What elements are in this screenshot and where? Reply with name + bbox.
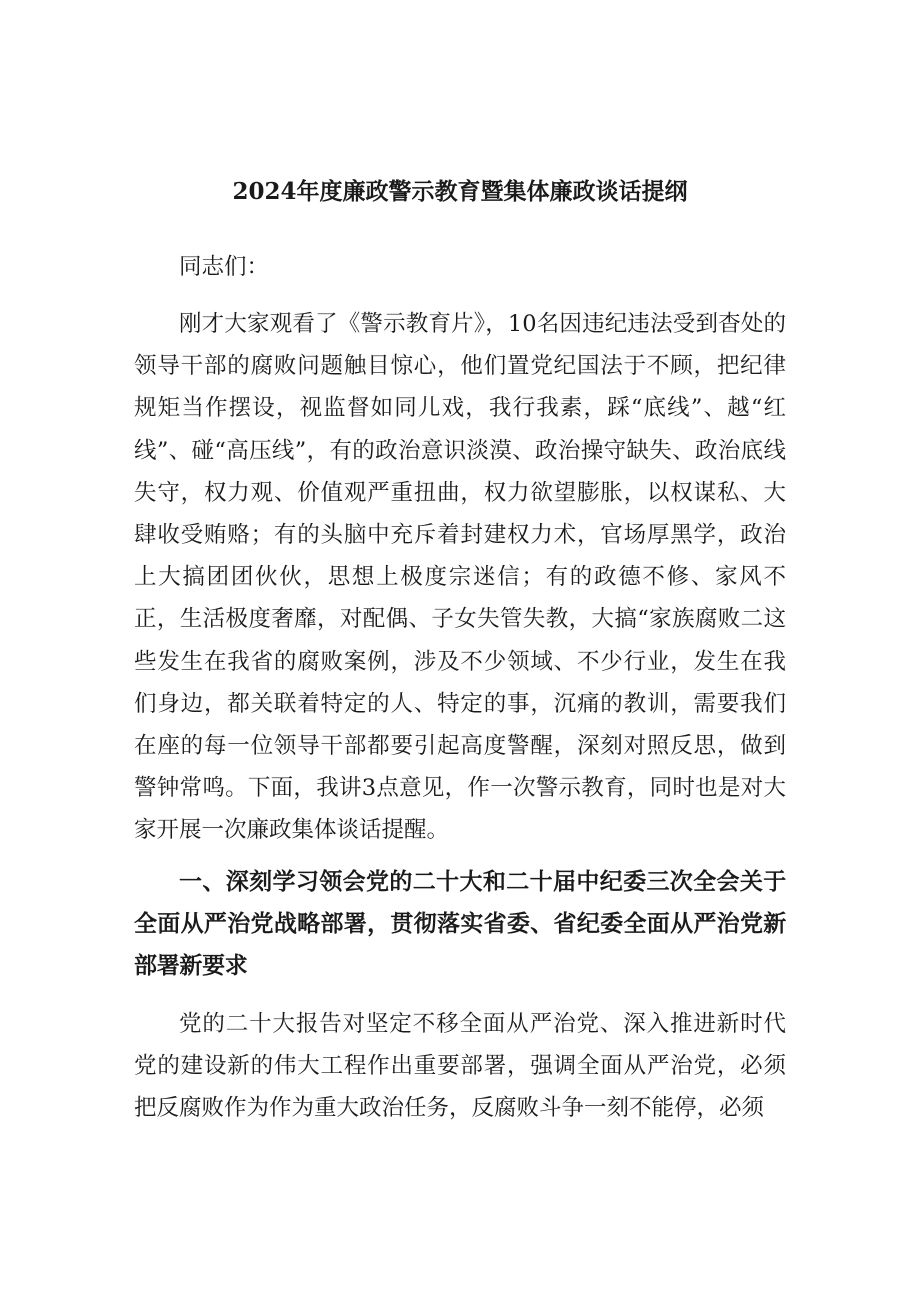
body-paragraph: 刚才大家观看了《警示教育片》，10名因违纪违法受到杳处的领导干部的腐败问题触目惊心，他们置党纪国法于不顾，把纪律规矩当作摆设，视监督如同儿戏，我行我素，踩“底线”、越“红线”、碰“高压线”，有的政治意识淡漠、政治操守缺失、政治底线失守，权力观、价值观严重扭曲，权力欲望膨胀，以权谋私、大肆收受贿赂；有的头脑中充斥着封建权力术，官场厚黑学，政治上大搞团团伙伙，思想上极度宗迷信；有的政德不修、家风不正，生活极度奢靡，对配偶、子女失管失教，大搞“家族腐败二这些发生在我省的腐败案例，涉及不少领域、不少行业，发生在我们身边，都关联着特定的人、特定的事，沉痛的教训，需要我们在座的每一位领导干部都要引起高度警醒，深刻对照反思，做到警钟常鸣。下面，我讲3点意见，作一次警示教育，同时也是对大家开展一次廉政集体谈话提醒。 xyxy=(134,311,786,844)
salutation: 同志们： xyxy=(179,254,270,280)
body-paragraph: 党的二十大报告对坚定不移全面从严治党、深入推进新时代党的建设新的伟大工程作出重要部署，强调全面从严治党，必须把反腐败作为作为重大政治任务，反腐败斗争一刻不能停，必须 xyxy=(134,1011,786,1122)
document-title: 2024年度廉政警示教育暨集体廉政谈话提纲 xyxy=(232,178,688,205)
section-heading: 一、深刻学习领会党的二十大和二十届中纪委三次全会关于全面从严治党战略部署，贯彻落实省委、省纪委全面从严治党新部署新要求 xyxy=(134,869,786,979)
